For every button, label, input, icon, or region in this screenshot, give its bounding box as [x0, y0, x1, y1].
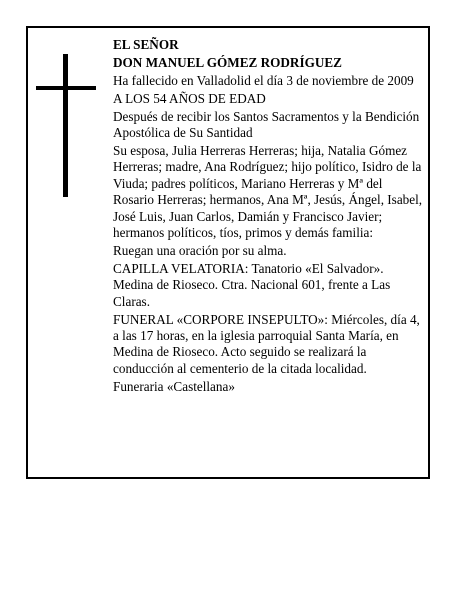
cross-vertical-bar	[63, 54, 68, 197]
age-line: A LOS 54 AÑOS DE EDAD	[113, 90, 266, 106]
sacraments-line: Después de recibir los Santos Sacramentos y la Bendición Apostólica de Su Santidad	[113, 108, 420, 141]
heading-title: EL SEÑOR	[113, 37, 179, 52]
obituary-text	[113, 37, 425, 397]
cross-horizontal-bar	[36, 86, 96, 90]
chapel-info: CAPILLA VELATORIA: Tanatorio «El Salvador». Medina de Rioseco. Ctra. Nacional 601, frente a Las Claras.	[113, 260, 391, 309]
cross-icon	[36, 54, 96, 197]
family-list: Su esposa, Julia Herreras Herreras; hija, Natalia Gómez Herreras; madre, Ana Rodríguez; hijo político, Isidro de la Viuda; padres políticos, Mariano Herreras y Mª del Rosario Herreras; hermanos, Ana Mª, Jesús, Ángel, Isabel, José Luis, Juan Carlos, Damián y Francisco Javier; hermanos políticos, tíos, primos y demás familia:	[113, 142, 423, 240]
funeral-info: FUNERAL «CORPORE INSEPULTO»: Miércoles, día 4, a las 17 horas, en la iglesia parroquial Santa María, en Medina de Rioseco. Acto seguido se realizará la conducción al cementerio de la citada localidad.	[113, 311, 420, 376]
prayer-request: Ruegan una oración por su alma.	[113, 242, 287, 258]
funeral-home: Funeraria «Castellana»	[113, 378, 235, 394]
deceased-name: DON MANUEL GÓMEZ RODRÍGUEZ	[113, 54, 342, 70]
death-info: Ha fallecido en Valladolid el día 3 de noviembre de 2009	[113, 72, 414, 88]
